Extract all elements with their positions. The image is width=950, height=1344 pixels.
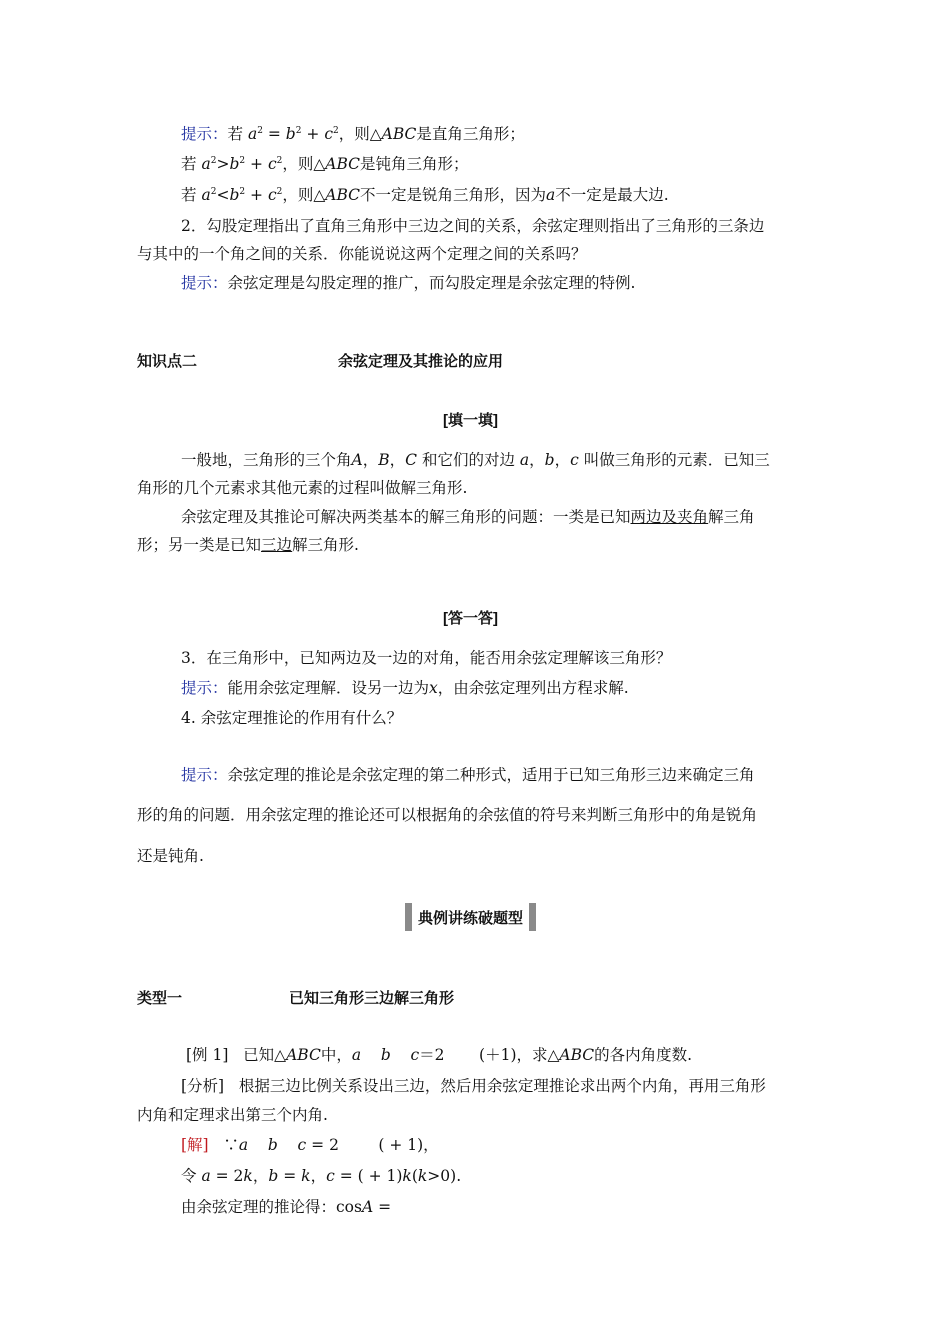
fill-line-1: 一般地，三角形的三个角A，B，C 和它们的对边 a，b，c 叫做三角形的元素．已知三 [181,451,770,469]
hint-line-2: 若 $a^2>b^2 + c^2$，则△ABC是钝角三角形； [181,155,469,173]
analysis-tag: [分析] [181,1077,225,1095]
type-title: 已知三角形三边解三角形 [289,990,455,1007]
fill-heading: [填一填] [443,412,498,429]
hint-label: 提示： [181,766,228,784]
fill-line-3: 余弦定理及其推论可解决两类基本的解三角形的问题：一类是已知两边及夹角解三角 [181,508,755,526]
question-4: 4. 余弦定理推论的作用有什么？ [181,709,403,727]
question-4-hint-1: 提示：余弦定理的推论是余弦定理的第二种形式，适用于已知三角形三边来确定三角 [181,766,755,784]
question-4-hint-2: 形的角的问题．用余弦定理的推论还可以根据角的余弦值的符号来判断三角形中的角是锐角 [137,806,758,824]
solution-line-3: 由余弦定理的推论得：cosA = [181,1198,392,1216]
example-1: [例 1] 已知△ABC中，a b c＝2 (＋1)，求△ABC的各内角度数. [186,1046,693,1064]
answer-heading: [答一答] [443,610,498,627]
solution-line-1: [解] ∵a b c = 2 ( + 1)， [181,1136,439,1154]
example-tag: [例 1] [186,1046,229,1064]
blank-answer: 三边 [261,536,293,554]
question-2-hint: 提示：余弦定理是勾股定理的推广，而勾股定理是余弦定理的特例. [181,274,636,292]
question-2-line-1: 2．勾股定理指出了直角三角形中三边之间的关系，余弦定理则指出了三角形的三条边 [181,217,765,235]
hint-line-1: 提示：若 $a^2 = b^2 + c^2$，则△ABC是直角三角形； [181,125,525,143]
section-banner [405,903,536,931]
analysis-line-1: [分析] 根据三边比例关系设出三边，然后用余弦定理推论求出两个内角，再用三角形 [181,1077,766,1095]
question-3: 3．在三角形中，已知两边及一边的对角，能否用余弦定理解该三角形？ [181,649,672,667]
analysis-line-2: 内角和定理求出第三个内角. [137,1106,328,1124]
section-title: 余弦定理及其推论的应用 [338,353,504,370]
blank-answer: 两边及夹角 [630,508,709,526]
solution-tag: [解] [181,1136,209,1154]
section-label: 知识点二 [137,353,198,370]
fill-line-4: 形；另一类是已知三边解三角形. [137,536,359,554]
question-4-hint-3: 还是钝角. [137,847,204,865]
hint-label: 提示： [181,274,228,292]
type-label: 类型一 [137,990,183,1007]
question-3-hint: 提示：能用余弦定理解．设另一边为x，由余弦定理列出方程求解. [181,679,629,697]
hint-label: 提示： [181,679,228,697]
hint-label: 提示： [181,125,228,143]
banner-bar-left [405,903,412,931]
banner-bar-right [529,903,536,931]
fill-line-2: 角形的几个元素求其他元素的过程叫做解三角形. [137,479,468,497]
hint-line-3: 若 $a^2<b^2 + c^2$，则△ABC不一定是锐角三角形，因为a不一定是最大边. [181,186,669,204]
banner-title: 典例讲练破题型 [418,909,524,927]
question-2-line-2: 与其中的一个角之间的关系．你能说说这两个定理之间的关系吗？ [137,245,587,263]
solution-line-2: 令 a = 2k，b = k，c = ( + 1)k(k>0). [181,1167,462,1185]
